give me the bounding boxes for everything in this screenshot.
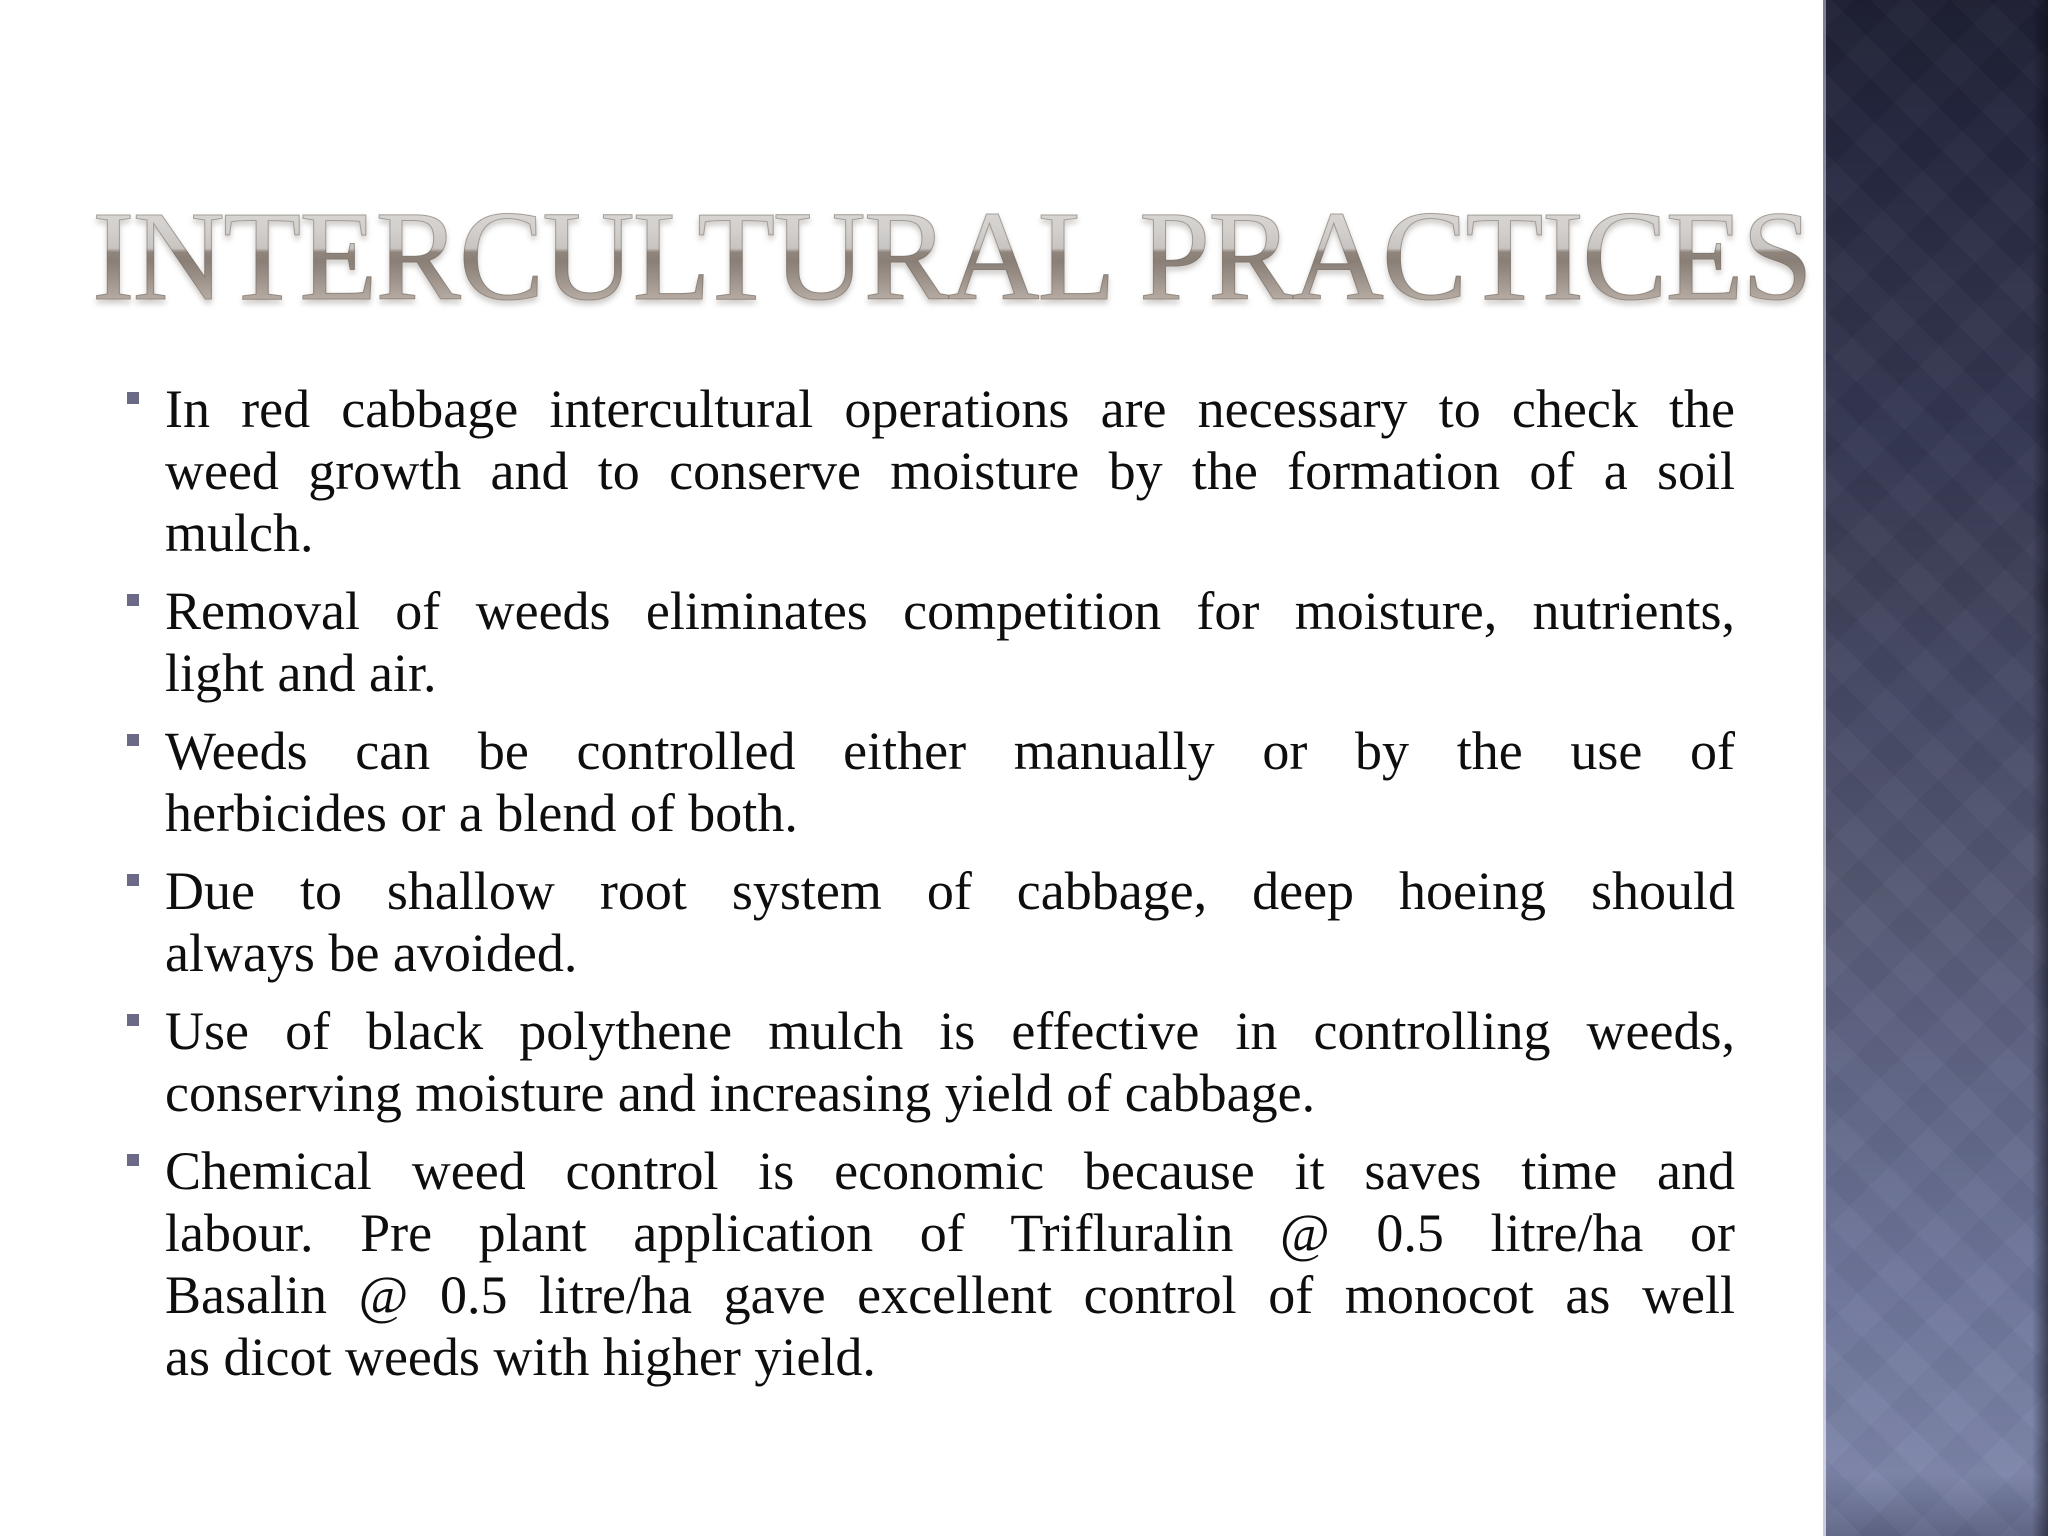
bullet-line: Weeds can be controlled either manually or by the use of bbox=[165, 721, 1735, 781]
bullet-square-icon bbox=[127, 1014, 139, 1026]
bullet-line: always be avoided. bbox=[165, 923, 578, 983]
bullet-square-icon bbox=[127, 392, 139, 404]
bullet-line: conserving moisture and increasing yield of cabbage. bbox=[165, 1063, 1316, 1123]
bullet-line: Chemical weed control is economic because it saves time and bbox=[165, 1141, 1735, 1201]
bullet-text bbox=[165, 580, 1735, 704]
sidebar-left-highlight bbox=[1823, 0, 1826, 1536]
bullet-text bbox=[165, 1140, 1735, 1388]
slide-title: INTERCULTURAL PRACTICES bbox=[92, 185, 1811, 327]
bullet-text bbox=[165, 1000, 1735, 1124]
bullet-line: Due to shallow root system of cabbage, deep hoeing should bbox=[165, 861, 1735, 921]
bullet-line: labour. Pre plant application of Trifluralin @ 0.5 litre/ha or bbox=[165, 1203, 1735, 1263]
bullet-line: light and air. bbox=[165, 643, 437, 703]
bullet-square-icon bbox=[127, 1154, 139, 1166]
bullet-text bbox=[165, 860, 1735, 984]
bullet-line: Use of black polythene mulch is effective in controlling weeds, bbox=[165, 1001, 1735, 1061]
bullet-line: Basalin @ 0.5 litre/ha gave excellent control of monocot as well bbox=[165, 1265, 1735, 1325]
bullet-item bbox=[127, 860, 1735, 984]
bullet-text bbox=[165, 720, 1735, 844]
bullet-square-icon bbox=[127, 594, 139, 606]
bullet-item bbox=[127, 580, 1735, 704]
bullet-list bbox=[127, 378, 1735, 1404]
bullet-line: mulch. bbox=[165, 503, 314, 563]
bullet-item bbox=[127, 1000, 1735, 1124]
bullet-line: weed growth and to conserve moisture by the formation of a soil bbox=[165, 441, 1735, 501]
decorative-sidebar bbox=[1823, 0, 2048, 1536]
bullet-item bbox=[127, 1140, 1735, 1388]
bullet-line: Removal of weeds eliminates competition for moisture, nutrients, bbox=[165, 581, 1735, 641]
bullet-square-icon bbox=[127, 734, 139, 746]
bullet-item bbox=[127, 378, 1735, 564]
bullet-line: herbicides or a blend of both. bbox=[165, 783, 798, 843]
bullet-item bbox=[127, 720, 1735, 844]
bullet-square-icon bbox=[127, 874, 139, 886]
bullet-text bbox=[165, 378, 1735, 564]
bullet-line: In red cabbage intercultural operations are necessary to check the bbox=[165, 379, 1735, 439]
sidebar-right-shadow bbox=[2032, 0, 2048, 1536]
bullet-line: as dicot weeds with higher yield. bbox=[165, 1327, 876, 1387]
